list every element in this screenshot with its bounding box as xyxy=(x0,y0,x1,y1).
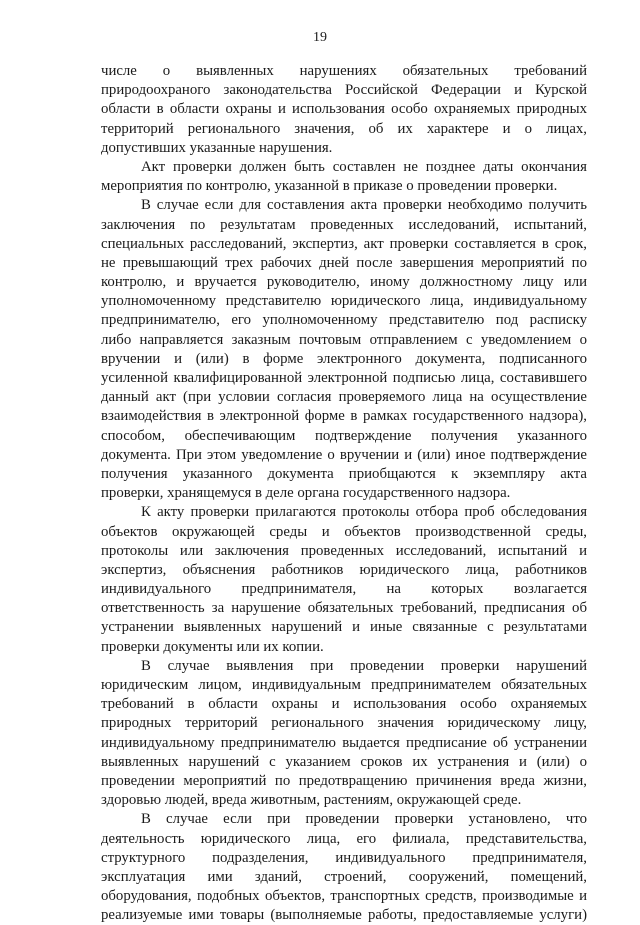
body-line: экспертиз, объяснения работников юридического лица, работников xyxy=(101,561,587,578)
body-line: эксплуатация ими зданий, строений, сооружений, помещений, xyxy=(101,868,587,885)
body-line: индивидуального предпринимателя, на которых возлагается xyxy=(101,581,587,598)
body-line: Акт проверки должен быть составлен не позднее даты окончания xyxy=(141,158,587,175)
body-line: документа. При этом уведомление о вручении и (или) иное подтверждение xyxy=(101,446,587,463)
body-line: ответственность за нарушение обязательных требований, предписания об xyxy=(101,600,587,617)
body-line: протоколы или заключения проведенных исследований, испытаний и xyxy=(101,542,587,559)
body-line: проверки документы или их копии. xyxy=(101,638,324,655)
body-line: вручении и (или) в форме электронного документа, подписанного xyxy=(101,350,587,367)
body-line: оборудования, подобных объектов, транспортных средств, производимые и xyxy=(101,888,587,905)
body-line: проведении мероприятий по предотвращению причинения вреда жизни, xyxy=(101,772,587,789)
body-line: природоохраного законодательства Российской Федерации и Курской xyxy=(101,82,587,99)
body-line: допустивших указанные нарушения. xyxy=(101,139,333,156)
body-line: В случае если при проведении проверки установлено, что xyxy=(141,811,587,828)
body-line: получения указанного документа приобщаются к экземпляру акта xyxy=(101,465,587,482)
body-line: проверки, хранящемуся в деле органа государственного надзора. xyxy=(101,485,511,502)
body-line: природных территорий регионального значения юридическому лицу, xyxy=(101,715,587,732)
body-line: мероприятия по контролю, указанной в приказе о проведении проверки. xyxy=(101,178,558,195)
body-line: взаимодействия в электронной форме в рамках государственного надзора), xyxy=(101,408,587,425)
body-line: В случае выявления при проведении проверки нарушений xyxy=(141,657,587,674)
body-line: усиленной квалифицированной электронной подписью лица, составившего xyxy=(101,370,587,386)
body-line: деятельность юридического лица, его филиала, представительства, xyxy=(101,830,587,847)
body-line: специальных расследований, экспертиз, акт проверки составляется в срок, xyxy=(101,235,587,252)
body-line: данный акт (при условии согласия проверяемого лица на осуществление xyxy=(101,389,587,406)
body-line: объектов окружающей среды и объектов производственной среды, xyxy=(101,523,587,540)
body-line: области в области охраны и использования особо охраняемых природных xyxy=(101,101,587,118)
body-line: уполномоченному представителю юридического лица, индивидуальному xyxy=(101,293,587,310)
document-body xyxy=(101,62,587,925)
body-line: устранении выявленных нарушений и иные связанные с результатами xyxy=(101,619,587,636)
body-line: выявленных нарушений с указанием сроков их устранения и (или) о xyxy=(101,753,587,770)
body-line: требований в области охраны и использования особо охраняемых xyxy=(101,696,587,713)
body-line: территорий регионального значения, об их характере и о лицах, xyxy=(101,120,587,137)
body-line: предпринимателю, его уполномоченному представителю под расписку xyxy=(101,312,587,329)
body-line: здоровью людей, вреда животным, растениям, окружающей среде. xyxy=(101,792,522,809)
body-line: В случае если для составления акта проверки необходимо получить xyxy=(141,197,587,214)
body-line: числе о выявленных нарушениях обязательных требований xyxy=(101,63,587,79)
page-number: 19 xyxy=(313,30,327,45)
body-line: структурного подразделения, индивидуального предпринимателя, xyxy=(101,849,587,866)
body-line: юридическим лицом, индивидуальным предпринимателем обязательных xyxy=(101,677,587,693)
body-line: не превышающий трех рабочих дней после завершения мероприятий по xyxy=(101,254,587,271)
body-line: способом, обеспечивающим подтверждение получения указанного xyxy=(101,427,587,444)
body-line: заключения по результатам проведенных исследований, испытаний, xyxy=(101,216,587,233)
body-line: К акту проверки прилагаются протоколы отбора проб обследования xyxy=(141,504,587,521)
body-line: реализуемые ими товары (выполняемые работы, предоставляемые услуги) xyxy=(101,907,587,924)
body-line: контролю, и вручается руководителю, иному должностному лицу или xyxy=(101,274,587,291)
body-line: либо направляется заказным почтовым отправлением с уведомлением о xyxy=(101,331,587,348)
body-line: индивидуальному предпринимателю выдается предписание об устранении xyxy=(101,734,587,751)
